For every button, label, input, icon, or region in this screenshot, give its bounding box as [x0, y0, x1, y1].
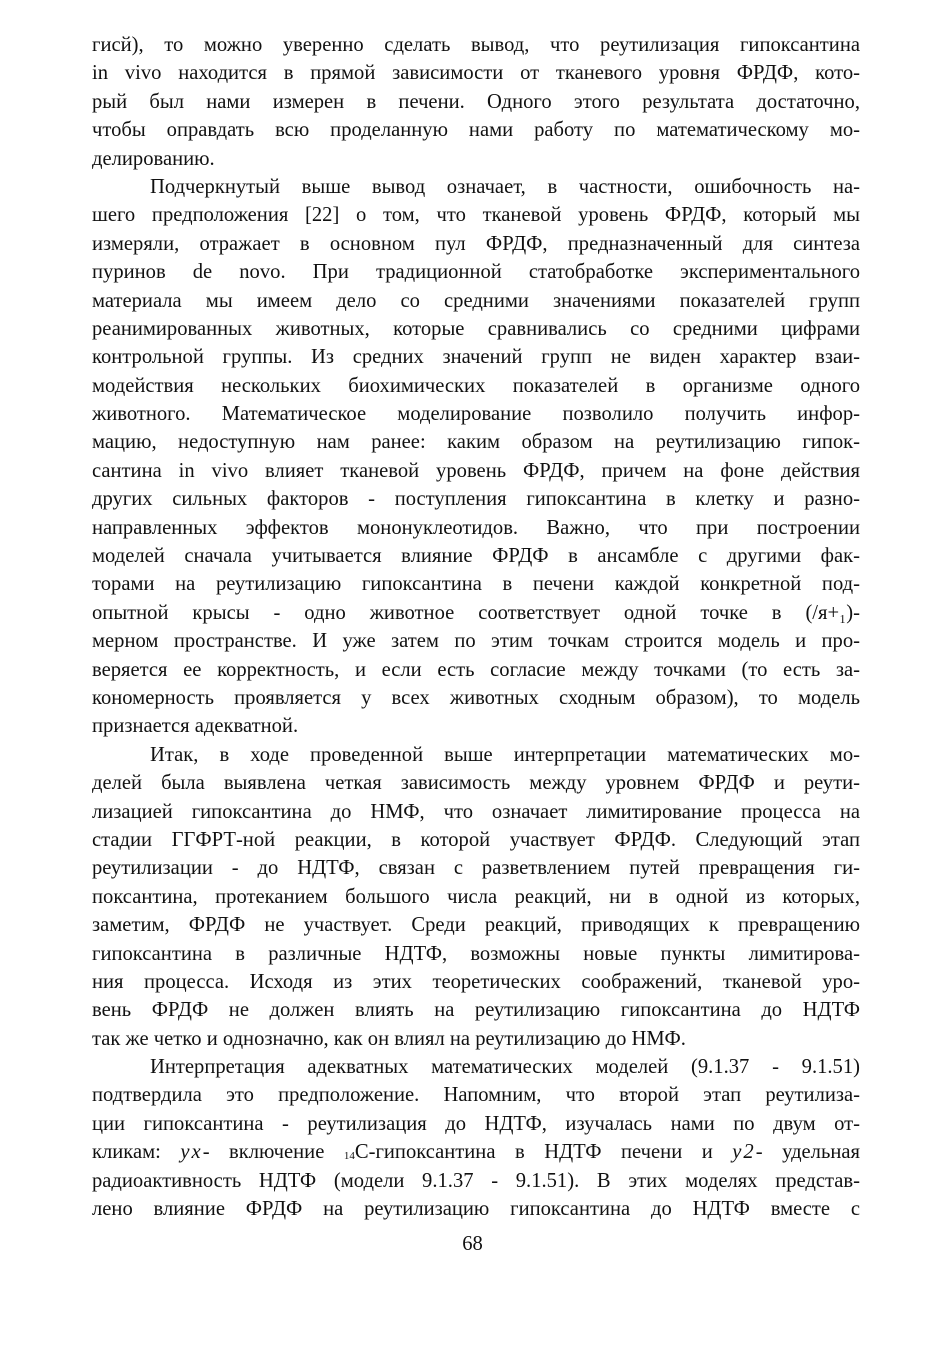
text-line: сантина in vivo влияет тканевой уровень ФРДФ, причем на фоне действия — [92, 459, 860, 482]
text-line: гисй), то можно уверенно сделать вывод, что реутилизация гипоксантина — [92, 34, 860, 56]
text-line: торами на реутилизацию гипоксантина в печени каждой конкретной под- — [92, 573, 860, 596]
text-line: чтобы оправдать всю проделанную нами работу по математическому мо- — [92, 119, 860, 142]
paragraph-2 — [92, 173, 860, 741]
text-line: реанимированных животных, которые сравнивались со средними цифрами — [92, 317, 860, 340]
text-line: стадии ГГФРТ-ной реакции, в которой участвует ФРДФ. Следующий этап — [92, 828, 860, 851]
text-fragment: С-гипоксантина в НДТФ печени и — [354, 1141, 733, 1164]
text-line: делей была выявлена четкая зависимость между уровнем ФРДФ и реути- — [92, 772, 860, 795]
text-line: вень ФРДФ не должен влиять на реутилизацию гипоксантина до НДТФ — [92, 999, 860, 1022]
text-line: ции гипоксантина - реутилизация до НДТФ, изучалась нами по двум от- — [92, 1112, 860, 1135]
text-line: in vivo находится в прямой зависимости от тканевого уровня ФРДФ, кото- — [92, 62, 860, 85]
text-line: направленных эффектов мононуклеотидов. Важно, что при построении — [92, 516, 860, 539]
text-line: животного. Математическое моделирование позволило получить инфор- — [92, 403, 860, 426]
isotope-subscript: 14 — [343, 1150, 355, 1163]
text-fragment: кликам: — [92, 1141, 181, 1164]
text-line: контрольной группы. Из средних значений групп не виден характер взаи- — [92, 346, 860, 369]
text-line: опытной крысы - одно животное соответствует одной точке в (/я+₁)- — [92, 601, 860, 624]
text-line: подтвердила это предположение. Напомним, что второй этап реутилиза- — [92, 1084, 860, 1107]
text-line: так же четко и однозначно, как он влиял на реутилизацию до НМФ. — [92, 1027, 686, 1050]
text-line: шего предположения [22] о том, что тканевой уровень ФРДФ, который мы — [92, 204, 860, 227]
text-line: других сильных факторов - поступления гипоксантина в клетку и разно- — [92, 488, 860, 511]
paragraph-4 — [92, 1053, 860, 1223]
text-line: признается адекватной. — [92, 715, 299, 738]
text-line: гипоксантина в различные НДТФ, возможны новые пункты лимитирова- — [92, 942, 860, 965]
paragraph-1 — [92, 31, 860, 173]
text-line: измеряли, отражает в основном пул ФРДФ, предназначенный для синтеза — [92, 232, 860, 255]
text-line: заметим, ФРДФ не участвует. Среди реакций, приводящих к превращению — [92, 914, 860, 937]
response-symbol-y1: yx — [180, 1141, 203, 1164]
text-line: Интерпретация адекватных математических моделей (9.1.37 - 9.1.51) — [150, 1056, 860, 1079]
text-line: радиоактивность НДТФ (модели 9.1.37 - 9.1.51). В этих моделях представ- — [92, 1169, 860, 1192]
text-line: модействия нескольких биохимических показателей в организме одного — [92, 374, 860, 397]
text-fragment: - включение — [202, 1141, 344, 1164]
text-line: делированию. — [92, 147, 215, 170]
formula-line — [92, 1138, 860, 1166]
paragraph-3 — [92, 741, 860, 1053]
page-number: 68 — [462, 1233, 483, 1255]
text-line: моделей сначала учитывается влияние ФРДФ в ансамбле с другими фак- — [92, 545, 860, 568]
body-text — [92, 31, 860, 1223]
text-line: кономерность проявляется у всех животных сходным образом), то модель — [92, 686, 860, 709]
text-line: пуринов de novo. При традиционной статобработке экспериментального — [92, 261, 860, 284]
text-line: мацию, недоступную нам ранее: каким образом на реутилизацию гипок- — [92, 431, 860, 454]
text-line: лено влияние ФРДФ на реутилизацию гипоксантина до НДТФ вместе с — [92, 1198, 860, 1221]
text-line: рый был нами измерен в печени. Одного этого результата достаточно, — [92, 90, 860, 113]
text-line: Подчеркнутый выше вывод означает, в частности, ошибочность на- — [150, 175, 860, 198]
text-line: материала мы имеем дело со средними значениями показателей групп — [92, 289, 860, 312]
text-line: лизацией гипоксантина до НМФ, что означает лимитирование процесса на — [92, 800, 860, 823]
text-fragment: - удельная — [755, 1141, 860, 1164]
text-line: ния процесса. Исходя из этих теоретических соображений, тканевой уро- — [92, 970, 860, 993]
text-line: веряется ее корректность, и если есть согласие между точками (то есть за- — [92, 658, 860, 681]
text-line: Итак, в ходе проведенной выше интерпретации математических мо- — [150, 743, 860, 766]
response-symbol-y2: y2 — [732, 1141, 756, 1164]
text-line: реутилизации - до НДТФ, связан с разветвлением путей превращения ги- — [92, 857, 860, 880]
text-line: мерном пространстве. И уже затем по этим точкам строится модель и про- — [92, 630, 860, 653]
text-line: поксантина, протеканием большого числа реакций, ни в одной из которых, — [92, 885, 860, 908]
